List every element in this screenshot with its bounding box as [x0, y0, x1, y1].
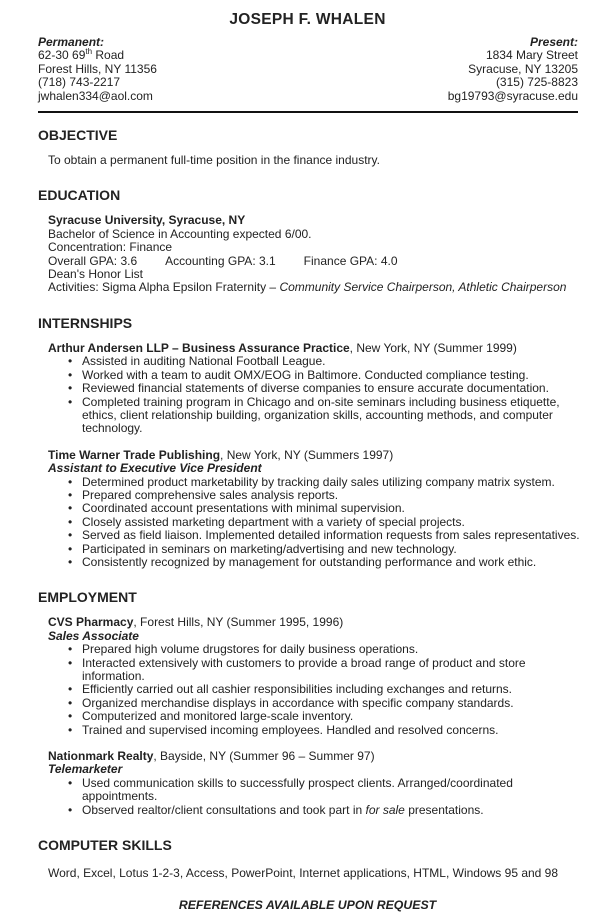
- job-bullet: • Prepared comprehensive sales analysis reports.: [68, 489, 591, 502]
- contact-block: [38, 36, 578, 103]
- references-footer: REFERENCES AVAILABLE UPON REQUEST: [178, 898, 437, 912]
- employment-job-cvs: [48, 616, 591, 737]
- gpa-overall: Overall GPA: 3.6: [48, 253, 138, 268]
- permanent-label: Permanent:: [38, 35, 105, 49]
- job-title: Assistant to Executive Vice President: [48, 461, 262, 476]
- education-school: Syracuse University, Syracuse, NY: [48, 213, 246, 228]
- present-address: [448, 36, 578, 103]
- computer-skills-text: Word, Excel, Lotus 1-2-3, Access, PowerPoint, Internet applications, HTML, Windows 95 and 98: [48, 866, 559, 881]
- job-location: , New York, NY (Summer 1999): [349, 340, 517, 355]
- job-bullet: • Interacted extensively with customers to provide a broad range of product and store information.: [68, 657, 591, 684]
- job-company: Time Warner Trade Publishing: [48, 447, 221, 462]
- objective-text: To obtain a permanent full-time position in the finance industry.: [48, 153, 380, 168]
- gpa-finance: Finance GPA: 4.0: [303, 253, 398, 268]
- present-city: Syracuse, NY 13205: [468, 61, 578, 76]
- education-heading: EDUCATION: [38, 187, 121, 204]
- job-bullets: [48, 476, 591, 570]
- internship-job-arthur-andersen: [48, 342, 591, 436]
- objective-heading: OBJECTIVE: [38, 127, 118, 144]
- job-header: [48, 449, 591, 462]
- job-bullet: • Worked with a team to audit OMX/EOG in Baltimore. Conducted compliance testing.: [68, 369, 591, 382]
- job-header: [48, 342, 591, 355]
- job-header: [48, 750, 591, 763]
- internships-heading: INTERNSHIPS: [38, 314, 133, 331]
- permanent-phone: (718) 743-2217: [38, 75, 121, 90]
- job-bullet: • Efficiently carried out all cashier responsibilities including exchanges and returns.: [68, 683, 591, 696]
- job-title: Telemarketer: [48, 762, 123, 777]
- education-honors: Dean's Honor List: [48, 267, 144, 282]
- job-location: , Forest Hills, NY (Summer 1995, 1996): [133, 615, 344, 630]
- employment-body: [48, 616, 591, 817]
- present-label: Present:: [529, 35, 578, 49]
- permanent-address: [38, 36, 157, 103]
- employment-job-nationmark: [48, 750, 591, 817]
- header-divider: [38, 111, 578, 113]
- job-bullet: • Computerized and monitored large-scale inventory.: [68, 710, 591, 723]
- present-street: 1834 Mary Street: [485, 48, 578, 63]
- job-bullet: • Coordinated account presentations with minimal supervision.: [68, 502, 591, 515]
- permanent-street: 62-30 69th Road: [38, 47, 125, 63]
- permanent-city: Forest Hills, NY 11356: [38, 61, 157, 76]
- education-activities: Activities: Sigma Alpha Epsilon Fraternity – Community Service Chairperson, Athletic Chairperson: [48, 280, 567, 295]
- job-company: CVS Pharmacy: [48, 615, 134, 630]
- computer-skills-heading: COMPUTER SKILLS: [38, 837, 172, 854]
- education-gpa-line: [48, 255, 591, 268]
- job-title: Sales Associate: [48, 628, 139, 643]
- job-bullet: • Used communication skills to successfully prospect clients. Arranged/coordinated appointments.: [68, 777, 591, 804]
- present-email: bg19793@syracuse.edu: [447, 88, 578, 103]
- education-degree: Bachelor of Science in Accounting expected 6/00.: [48, 226, 312, 241]
- employment-heading: EMPLOYMENT: [38, 589, 137, 606]
- job-bullet: • Prepared high volume drugstores for daily business operations.: [68, 643, 591, 656]
- job-bullet: • Organized merchandise displays in accordance with specific company standards.: [68, 697, 591, 710]
- internships-body: [48, 342, 591, 570]
- job-company: Arthur Andersen LLP – Business Assurance Practice: [48, 340, 350, 355]
- job-header: [48, 616, 591, 629]
- job-bullets: [48, 643, 591, 737]
- job-bullets: [48, 355, 591, 435]
- job-bullet: • Participated in seminars on marketing/advertising and new technology.: [68, 543, 591, 556]
- page-title: JOSEPH F. WHALEN: [229, 11, 386, 28]
- education-concentration: Concentration: Finance: [48, 240, 173, 255]
- job-bullet: • Determined product marketability by tracking daily sales utilizing company matrix system.: [68, 476, 591, 489]
- job-bullet: • Observed realtor/client consultations and took part in for sale presentations.: [68, 804, 591, 817]
- gpa-accounting: Accounting GPA: 3.1: [165, 253, 276, 268]
- job-location: , Bayside, NY (Summer 96 – Summer 97): [153, 749, 375, 764]
- permanent-email: jwhalen334@aol.com: [38, 88, 153, 103]
- present-phone: (315) 725-8823: [495, 75, 578, 90]
- internship-job-time-warner: [48, 449, 591, 570]
- job-company: Nationmark Realty: [48, 749, 154, 764]
- job-bullets: [48, 777, 591, 817]
- job-bullet: • Reviewed financial statements of diverse companies to ensure accurate documentation.: [68, 382, 591, 395]
- job-bullet: • Completed training program in Chicago and on-site seminars including business etiquette, ethics, client relationship building, organization skills, accounting methods, and computer technology.: [68, 396, 591, 436]
- job-bullet: • Consistently recognized by management for outstanding performance and work ethic.: [68, 556, 591, 569]
- job-bullet: • Closely assisted marketing department with a variety of special projects.: [68, 516, 591, 529]
- ordinal-superscript: th: [85, 47, 93, 57]
- job-bullet: • Trained and supervised incoming employees. Handled and resolved concerns.: [68, 724, 591, 737]
- job-bullet: • Assisted in auditing National Football League.: [68, 355, 591, 368]
- job-bullet: • Served as field liaison. Implemented detailed information requests from sales representatives.: [68, 529, 591, 542]
- activities-roles: Community Service Chairperson, Athletic Chairperson: [279, 280, 567, 295]
- for-sale-emphasis: for sale: [365, 802, 405, 817]
- education-body: [48, 214, 591, 294]
- job-location: , New York, NY (Summers 1997): [220, 447, 394, 462]
